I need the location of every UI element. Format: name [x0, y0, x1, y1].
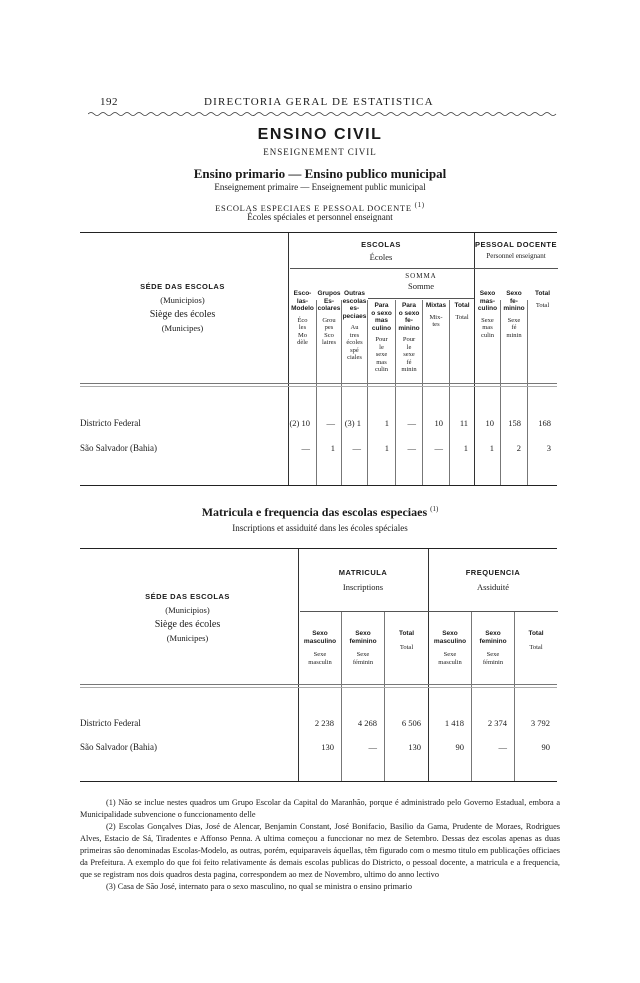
table1-stub-l4: (Municipes) — [161, 323, 204, 333]
table1-heading-text: ESCOLAS ESPECIAES E PESSOAL DOCENTE — [215, 202, 412, 213]
t1-col-header-pt: Sexo fe- minino — [503, 290, 525, 312]
section-title: ENSINO CIVIL — [257, 126, 383, 143]
t1-col-header-pt: Mixtas — [425, 302, 447, 309]
t2-col-header-pt: Total — [528, 630, 544, 637]
t1-group-pessoal-fr: Personnel enseignant — [486, 252, 546, 260]
t1-somma-rule — [368, 298, 474, 299]
table2-stub-l1: SÉDE DAS ESCOLAS — [145, 592, 230, 601]
t2-cell: 2 374 — [487, 718, 507, 728]
t2-col-header-fr: Total — [399, 643, 414, 651]
t1-col-header-pt: Para o sexo mas culino — [371, 302, 392, 332]
t2-col-header-fr: Sexe féminin — [352, 651, 374, 666]
t1-cell: 11 — [459, 418, 468, 428]
t2-col-header-pt: Sexo masculino — [433, 630, 467, 645]
t1-col-header-pt: Total — [454, 302, 470, 309]
t2-cell: 6 506 — [401, 718, 421, 728]
t2-cell: — — [498, 742, 507, 752]
t1-vline — [527, 300, 528, 485]
table1-stub — [80, 282, 285, 333]
page-number: 192 — [100, 96, 118, 108]
t2-col-header-pt: Sexo masculino — [303, 630, 337, 645]
t1-sub-rule — [290, 268, 558, 269]
t1-cell: 1 — [463, 443, 468, 453]
t2-head-rule — [80, 687, 557, 688]
footnote-1: (1) Não se inclue nestes quadros um Grupo Escolar da Capital do Maranhão, porque é administrado pelo Governo Estadual, embora a Municipalidade subvencione o funccionamento delle — [80, 798, 560, 819]
wavy-rule — [88, 110, 558, 118]
t1-row-label: Districto Federal — [80, 418, 141, 428]
t2-group-frequencia-fr: Assiduité — [476, 582, 510, 592]
t2-cell: — — [368, 742, 377, 752]
t2-cell: 2 238 — [314, 718, 334, 728]
t1-cell: 158 — [508, 418, 521, 428]
t1-cell: — — [434, 443, 443, 453]
t1-cell: 168 — [538, 418, 551, 428]
t1-col-header — [289, 290, 316, 347]
table2-top-rule — [80, 548, 557, 549]
t1-col-header-pt: Grupos Es- colares — [317, 290, 341, 312]
t2-col-header-fr: Sexe féminin — [482, 651, 504, 666]
t1-col-header-pt: Outras escolas es- peciaes — [342, 290, 367, 320]
t2-col-header-pt: Sexo feminino — [349, 630, 377, 645]
t2-sub-rule — [300, 611, 558, 612]
t2-cell: 130 — [321, 742, 334, 752]
t1-col-header-pt: Sexo mas- culino — [477, 290, 498, 312]
t1-group-escolas-pt: ESCOLAS — [361, 240, 401, 249]
t1-col-header-pt: Esco- las- Modelo — [291, 290, 314, 312]
table2-bottom-rule — [80, 781, 557, 782]
table1-stub-l3: Siège des écoles — [149, 309, 216, 320]
t2-col-header-fr: Total — [529, 643, 543, 651]
t1-col-header-fr: Pour le sexe mas culin — [375, 336, 388, 373]
t2-head-rule — [80, 684, 557, 685]
footnote-3: (3) Casa de São José, internato para o sexo masculino, no qual se ministra o ensino primario — [106, 882, 412, 891]
t2-group-matricula-fr: Inscriptions — [342, 582, 384, 592]
t2-row-label: São Salvador (Bahia) — [80, 742, 157, 752]
t1-col-header — [475, 290, 500, 339]
t2-col-header — [385, 630, 428, 651]
t1-col-header — [396, 302, 422, 374]
t1-cell: (2) 10 — [289, 418, 310, 428]
t2-cell: 90 — [455, 742, 464, 752]
t1-col-header-fr: Mix- tes — [429, 313, 443, 328]
table1-heading-mark: (1) — [414, 201, 425, 209]
t1-col-header — [450, 302, 474, 321]
t1-head-rule — [80, 383, 557, 384]
t2-cell: 130 — [408, 742, 421, 752]
t2-group-frequencia — [428, 568, 558, 592]
t1-col-header — [317, 290, 341, 347]
t2-col-header — [429, 630, 471, 666]
t1-col-header-fr: Total — [455, 313, 469, 321]
t1-cell: 2 — [516, 443, 521, 453]
footnotes — [80, 797, 560, 893]
t1-cell: 1 — [330, 443, 335, 453]
t1-group-escolas-fr: Écoles — [369, 252, 393, 262]
t1-cell: 10 — [485, 418, 494, 428]
t1-cell: 1 — [384, 418, 389, 428]
t1-col-header-fr: Sexe mas culin — [481, 316, 494, 339]
t1-somma-pt: SOMMA — [405, 272, 437, 280]
t1-group-pessoal-pt: PESSOAL DOCENTE — [475, 240, 557, 249]
table1-heading-fr: Écoles spéciales et personnel enseignant — [247, 212, 393, 222]
t1-cell: 1 — [489, 443, 494, 453]
table2-title-text: Matricula e frequencia das escolas especiaes — [201, 505, 428, 519]
t1-somma-fr: Somme — [408, 280, 434, 291]
t1-col-header-fr: Grou pes Sco laires — [321, 316, 337, 346]
table2-title-fr: Inscriptions et assiduité dans les écoles spéciales — [232, 523, 408, 533]
t2-group-matricula-pt: MATRICULA — [338, 568, 388, 577]
t1-col-header-pt: Para o sexo fe- minino — [398, 302, 420, 332]
t2-col-header-fr: Sexe masculin — [308, 651, 332, 666]
t2-cell: 90 — [541, 742, 550, 752]
t2-col-header-pt: Sexo feminino — [479, 630, 507, 645]
t1-col-header-fr: Pour le sexe fé minin — [401, 336, 417, 373]
t1-col-header — [501, 290, 527, 339]
t1-col-header — [528, 290, 557, 309]
t2-group-matricula — [298, 568, 428, 592]
t1-cell: — — [301, 443, 310, 453]
t2-cell: 4 268 — [357, 718, 377, 728]
running-title: DIRECTORIA GERAL DE ESTATISTICA — [204, 96, 434, 108]
section-title-fr: ENSEIGNEMENT CIVIL — [263, 147, 377, 157]
table2-stub-l3: Siège des écoles — [154, 619, 221, 630]
t1-col-header — [368, 302, 395, 374]
t1-cell: — — [407, 443, 416, 453]
t1-col-header-fr: Sexe fé minin — [506, 316, 522, 339]
subsection-title: Ensino primario — Ensino publico municipal — [193, 166, 447, 181]
t1-cell: — — [407, 418, 416, 428]
t1-cell: — — [326, 418, 335, 428]
t2-col-header — [472, 630, 514, 666]
t2-row-label: Districto Federal — [80, 718, 141, 728]
table2-stub — [80, 592, 295, 643]
t1-cell: — — [352, 443, 361, 453]
t1-group-escolas — [288, 240, 474, 262]
t2-col-header — [342, 630, 384, 666]
subsection-title-fr: Enseignement primaire — Enseignement public municipal — [214, 182, 426, 192]
t1-col-header-fr: Éco les Mo dèle — [297, 316, 308, 346]
t1-col-header-pt: Total — [534, 290, 551, 297]
t2-cell: 1 418 — [444, 718, 464, 728]
table1-bottom-rule — [80, 485, 557, 486]
table1-top-rule — [80, 232, 557, 233]
t1-cell: 3 — [546, 443, 551, 453]
t1-somma — [367, 273, 475, 291]
t1-vline — [449, 300, 450, 485]
t2-col-header — [515, 630, 557, 651]
t2-group-frequencia-pt: FREQUENCIA — [465, 568, 521, 577]
table1-stub-l2: (Municipios) — [160, 295, 205, 305]
t1-cell: 10 — [434, 418, 443, 428]
table2-stub-l4: (Municipes) — [166, 633, 209, 643]
table2-title-mark: (1) — [430, 505, 439, 513]
t1-cell: (3) 1 — [344, 418, 361, 428]
t1-col-header — [423, 302, 449, 329]
table2-stub-l2: (Municipios) — [165, 605, 210, 615]
t1-col-header-fr: Au tres écoles spé ciales — [346, 324, 363, 361]
t1-head-rule — [80, 386, 557, 387]
t2-col-header-fr: Sexe masculin — [438, 651, 462, 666]
t1-cell: 1 — [384, 443, 389, 453]
t1-row-label: São Salvador (Bahia) — [80, 443, 157, 453]
t1-col-header-fr: Total — [535, 301, 550, 309]
t2-cell: 3 792 — [530, 718, 550, 728]
t1-group-pessoal — [474, 240, 558, 261]
table1-stub-l1: SÉDE DAS ESCOLAS — [140, 282, 225, 291]
table2-title — [0, 505, 640, 520]
t2-col-header — [299, 630, 341, 666]
t2-col-header-pt: Total — [398, 630, 415, 637]
footnote-2: (2) Escolas Gonçalves Dias, José de Alencar, Benjamin Constant, José Bonifacio, Basilio da Gama, Prudente de Moraes, Rodrigues Alves, Estacio de Sá, Tiradentes e Affonso Penna. A ultima começou a funccionar no mez de Setembro. Dessas dez escolas apenas as duas primeiras são denominadas Escolas-Modelo, as outras, porém, equiparaveis áquellas, têm figurado com o mesmo titulo em publicações officiaes da Prefeitura. A exemplo do que foi feito relativamente ás demais escolas publicas do Districto, o pessoal docente, a matricula e a frequencia, que se registram nos dois quadros desta pagina, correspondem ao mez de Novembro, ultimo do anno lectivo — [80, 822, 560, 879]
t1-col-header — [342, 290, 367, 362]
